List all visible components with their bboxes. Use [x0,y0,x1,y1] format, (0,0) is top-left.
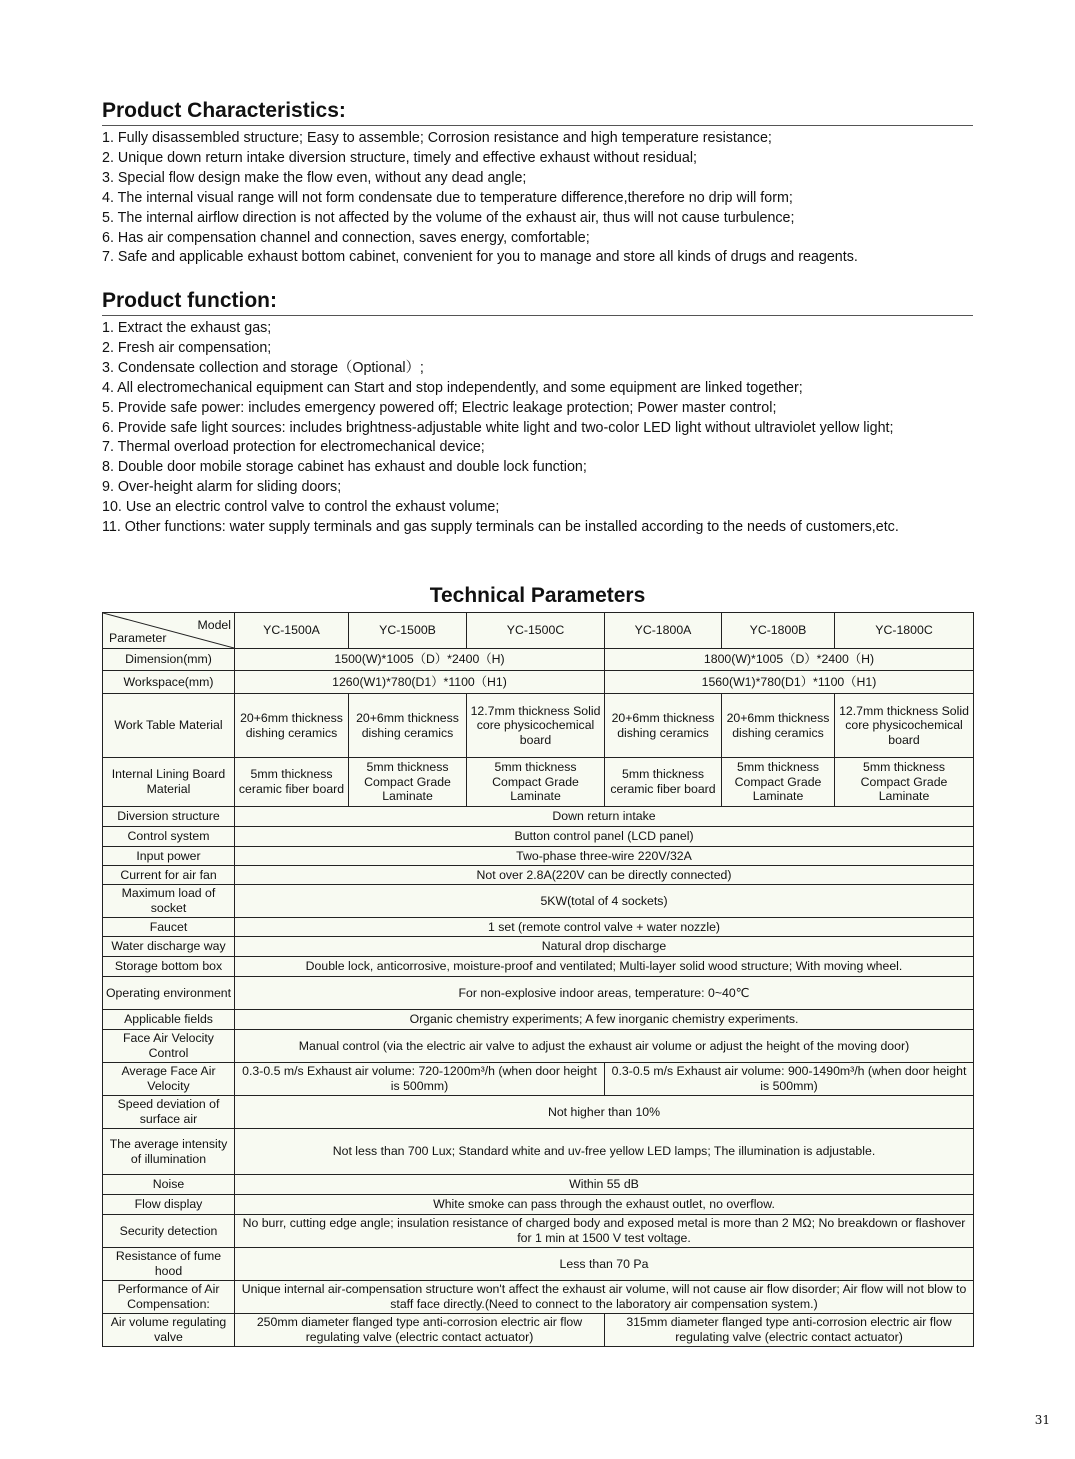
table-row [103,1248,974,1281]
functions-section [102,288,973,538]
list-item: 6. Has air compensation channel and connection, saves energy, comfortable; [102,229,590,246]
parameter-label-cell: The average intensity of illumination [103,1129,235,1175]
table-row [103,1215,974,1248]
parameter-label-cell: Flow display [103,1195,235,1215]
parameter-value-cell: Within 55 dB [235,1175,974,1195]
model-name-cell: YC-1800C [835,613,974,649]
parameter-label-cell: Water discharge way [103,937,235,957]
parameter-label-cell: Current for air fan [103,866,235,885]
table-row [103,758,974,807]
list-item: 3. Condensate collection and storage（Optional）; [102,359,424,376]
header-parameter-label: Parameter [109,631,167,646]
parameter-value-cell: Manual control (via the electric air valve to adjust the exhaust air volume or adjust the height of the moving door) [235,1030,974,1063]
model-name-cell: YC-1500C [467,613,605,649]
table-row [103,827,974,847]
parameter-value-cell: 1560(W1)*780(D1）*1100（H1) [605,671,974,694]
parameter-value-cell: Natural drop discharge [235,937,974,957]
table-row [103,1129,974,1175]
list-item: 11. Other functions: water supply terminals and gas supply terminals can be installed according to the needs of customers,etc. [102,519,899,536]
parameter-value-cell: Button control panel (LCD panel) [235,827,974,847]
list-item: 4. The internal visual range will not form condensate due to temperature difference,therefore no drip will form; [102,189,793,206]
parameter-value-cell: 0.3-0.5 m/s Exhaust air volume: 720-1200m³/h (when door height is 500mm) [235,1063,605,1096]
parameter-label-cell: Dimension(mm) [103,649,235,671]
tech-params-table-wrap [102,612,973,1347]
list-item: 1. Extract the exhaust gas; [102,320,272,336]
list-item: 7. Thermal overload protection for electromechanical device; [102,439,485,456]
parameter-value-cell: 12.7mm thickness Solid core physicochemical board [467,694,605,758]
table-row [103,1281,974,1314]
list-item: 8. Double door mobile storage cabinet has exhaust and double lock function; [102,459,587,476]
list-item: 9. Over-height alarm for sliding doors; [102,479,342,496]
parameter-value-cell: 5mm thickness Compact Grade Laminate [349,758,467,807]
parameter-label-cell: Applicable fields [103,1010,235,1030]
list-item: 4. All electromechanical equipment can Start and stop independently, and some equipment are linked together; [102,379,803,396]
parameter-value-cell: 315mm diameter flanged type anti-corrosion electric air flow regulating valve (electric contact actuator) [605,1314,974,1347]
parameter-value-cell: Not less than 700 Lux; Standard white and uv-free yellow LED lamps; The illumination is adjustable. [235,1129,974,1175]
parameter-value-cell: 1260(W1)*780(D1）*1100（H1) [235,671,605,694]
parameter-label-cell: Air volume regulating valve [103,1314,235,1347]
list-item: 1. Fully disassembled structure; Easy to assemble; Corrosion resistance and high temperature resistance; [102,130,772,146]
model-parameter-header-cell [103,613,235,649]
table-row [103,671,974,694]
parameter-label-cell: Storage bottom box [103,957,235,977]
parameter-value-cell: 0.3-0.5 m/s Exhaust air volume: 900-1490m³/h (when door height is 500mm) [605,1063,974,1096]
list-item: 5. Provide safe power: includes emergency powered off; Electric leakage protection; Power master control; [102,399,777,416]
list-item: 7. Safe and applicable exhaust bottom cabinet, convenient for you to manage and store all kinds of drugs and reagents. [102,249,858,266]
parameter-value-cell: 5mm thickness Compact Grade Laminate [835,758,974,807]
characteristics-section [102,98,973,268]
list-item: 6. Provide safe light sources: includes brightness-adjustable white light and two-color LED light without ultraviolet yellow light; [102,419,894,436]
table-row [103,1010,974,1030]
parameter-value-cell: 1500(W)*1005（D）*2400（H) [235,649,605,671]
model-header-row [103,613,974,649]
header-model-label: Model [197,618,231,632]
parameter-value-cell: 5mm thickness Compact Grade Laminate [467,758,605,807]
model-name-cell: YC-1500A [235,613,349,649]
parameter-value-cell: Double lock, anticorrosive, moisture-proof and ventilated; Multi-layer solid wood structure; With moving wheel. [235,957,974,977]
table-row [103,1063,974,1096]
parameter-label-cell: Noise [103,1175,235,1195]
table-row [103,649,974,671]
parameter-label-cell: Average Face Air Velocity [103,1063,235,1096]
model-name-cell: YC-1800A [605,613,722,649]
parameter-value-cell: Not higher than 10% [235,1096,974,1129]
functions-list [102,319,973,538]
table-row [103,1030,974,1063]
page-number: 31 [1034,1413,1050,1427]
parameter-label-cell: Security detection [103,1215,235,1248]
list-item: 5. The internal airflow direction is not affected by the volume of the exhaust air, thus will not cause turbulence; [102,209,795,226]
parameter-value-cell: 5mm thickness ceramic fiber board [235,758,349,807]
list-item: 2. Unique down return intake diversion structure, timely and effective exhaust without residual; [102,149,697,166]
table-row [103,866,974,885]
parameter-label-cell: Maximum load of socket [103,885,235,918]
parameter-label-cell: Internal Lining Board Material [103,758,235,807]
parameter-value-cell: White smoke can pass through the exhaust outlet, no overflow. [235,1195,974,1215]
characteristics-title: Product Characteristics: [102,98,973,126]
parameter-value-cell: Two-phase three-wire 220V/32A [235,847,974,866]
table-row [103,807,974,827]
parameter-value-cell: Organic chemistry experiments; A few inorganic chemistry experiments. [235,1010,974,1030]
parameter-value-cell: No burr, cutting edge angle; insulation resistance of charged body and exposed metal is more than 2 MΩ; No breakdown or flashover for 1 min at 1500 V test voltage. [235,1215,974,1248]
parameter-value-cell: 5mm thickness ceramic fiber board [605,758,722,807]
parameter-value-cell: 20+6mm thickness dishing ceramics [349,694,467,758]
parameter-value-cell: Unique internal air-compensation structure won't affect the exhaust air volume, will not cause air flow disorder; Air flow will not blow to staff face directly.(Need to connect to the laboratory air compensation system.) [235,1281,974,1314]
model-name-cell: YC-1500B [349,613,467,649]
table-row [103,1195,974,1215]
parameter-label-cell: Performance of Air Compensation: [103,1281,235,1314]
parameter-label-cell: Face Air Velocity Control [103,1030,235,1063]
table-row [103,885,974,918]
parameter-label-cell: Operating environment [103,977,235,1010]
characteristics-list [102,129,973,268]
parameter-value-cell: Not over 2.8A(220V can be directly connected) [235,866,974,885]
parameter-value-cell: 20+6mm thickness dishing ceramics [605,694,722,758]
tech-params-table [102,612,974,1347]
parameter-label-cell: Resistance of fume hood [103,1248,235,1281]
parameter-label-cell: Diversion structure [103,807,235,827]
parameter-value-cell: 5KW(total of 4 sockets) [235,885,974,918]
parameter-label-cell: Speed deviation of surface air [103,1096,235,1129]
parameter-value-cell: 1800(W)*1005（D）*2400（H) [605,649,974,671]
functions-title: Product function: [102,288,973,316]
parameter-value-cell: 250mm diameter flanged type anti-corrosion electric air flow regulating valve (electric contact actuator) [235,1314,605,1347]
parameter-label-cell: Input power [103,847,235,866]
parameter-value-cell: Down return intake [235,807,974,827]
parameter-label-cell: Work Table Material [103,694,235,758]
parameter-label-cell: Workspace(mm) [103,671,235,694]
table-row [103,1096,974,1129]
tech-params-body [103,613,974,1347]
parameter-value-cell: 20+6mm thickness dishing ceramics [722,694,835,758]
list-item: 2. Fresh air compensation; [102,339,272,356]
table-row [103,1175,974,1195]
parameter-label-cell: Control system [103,827,235,847]
parameter-value-cell: 1 set (remote control valve + water nozzle) [235,918,974,937]
table-row [103,1314,974,1347]
table-row [103,847,974,866]
parameter-value-cell: 12.7mm thickness Solid core physicochemical board [835,694,974,758]
parameter-value-cell: 5mm thickness Compact Grade Laminate [722,758,835,807]
table-row [103,957,974,977]
table-row [103,918,974,937]
parameter-label-cell: Faucet [103,918,235,937]
parameter-value-cell: 20+6mm thickness dishing ceramics [235,694,349,758]
table-row [103,937,974,957]
model-name-cell: YC-1800B [722,613,835,649]
parameter-value-cell: For non-explosive indoor areas, temperature: 0~40℃ [235,977,974,1010]
list-item: 3. Special flow design make the flow even, without any dead angle; [102,169,527,186]
list-item: 10. Use an electric control valve to control the exhaust volume; [102,499,500,516]
parameter-value-cell: Less than 70 Pa [235,1248,974,1281]
table-row [103,694,974,758]
tech-params-title: Technical Parameters [429,584,646,607]
table-row [103,977,974,1010]
